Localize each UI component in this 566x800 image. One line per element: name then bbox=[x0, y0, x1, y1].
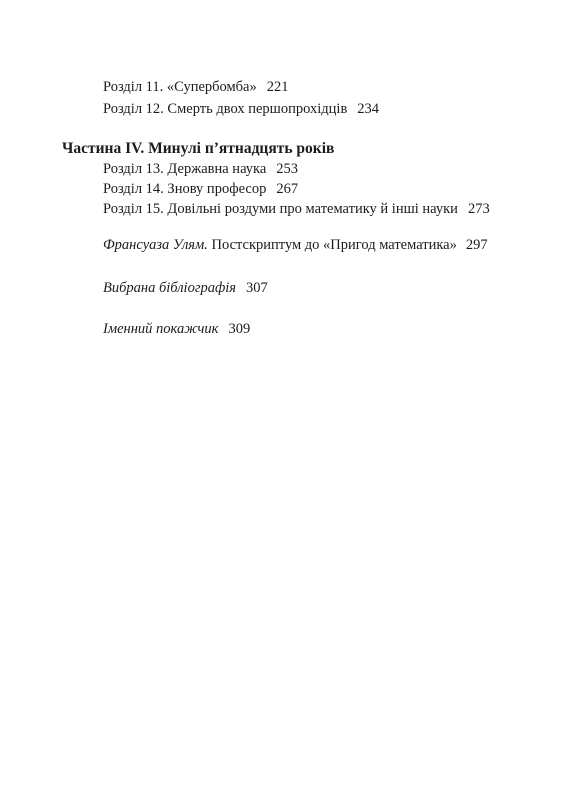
toc-entry-page: 234 bbox=[357, 101, 380, 117]
toc-entry-postscript bbox=[103, 236, 488, 254]
toc-entry-page: 267 bbox=[276, 181, 299, 197]
toc-entry-label: Розділ 11. «Супербомба» bbox=[103, 79, 257, 95]
toc-entry-page: 273 bbox=[467, 201, 490, 217]
toc-entry-label: Розділ 15. Довільні роздуми про математику й інші науки bbox=[103, 201, 458, 217]
toc-entry-label: Розділ 13. Державна наука bbox=[103, 161, 267, 177]
toc-entry-chapter-11 bbox=[103, 78, 289, 96]
toc-entry-chapter-13 bbox=[103, 160, 298, 178]
toc-entry-page: 253 bbox=[276, 161, 299, 177]
toc-part-label: Частина IV. Минулі п’ятнадцять років bbox=[62, 140, 335, 157]
toc-entry-page: 309 bbox=[228, 321, 251, 337]
toc-entry-label: Постскриптум до «Пригод математика» bbox=[211, 237, 457, 253]
toc-entry-bibliography bbox=[103, 279, 268, 297]
toc-entry-chapter-15 bbox=[103, 200, 490, 218]
toc-entry-label: Розділ 12. Смерть двох першопрохідців bbox=[103, 101, 348, 117]
toc-part-heading bbox=[62, 140, 334, 158]
toc-entry-label: Іменний покажчик bbox=[103, 321, 219, 337]
toc-entry-label: Розділ 14. Знову професор bbox=[103, 181, 267, 197]
toc-entry-index bbox=[103, 320, 250, 338]
toc-entry-page: 221 bbox=[266, 79, 289, 95]
toc-entry-page: 297 bbox=[465, 237, 488, 253]
toc-entry-chapter-14 bbox=[103, 180, 298, 198]
toc-entry-label: Вибрана бібліографія bbox=[103, 280, 237, 296]
toc-entry-author: Франсуаза Улям. bbox=[103, 237, 208, 253]
toc-entry-chapter-12 bbox=[103, 100, 379, 118]
toc-entry-page: 307 bbox=[246, 280, 268, 296]
